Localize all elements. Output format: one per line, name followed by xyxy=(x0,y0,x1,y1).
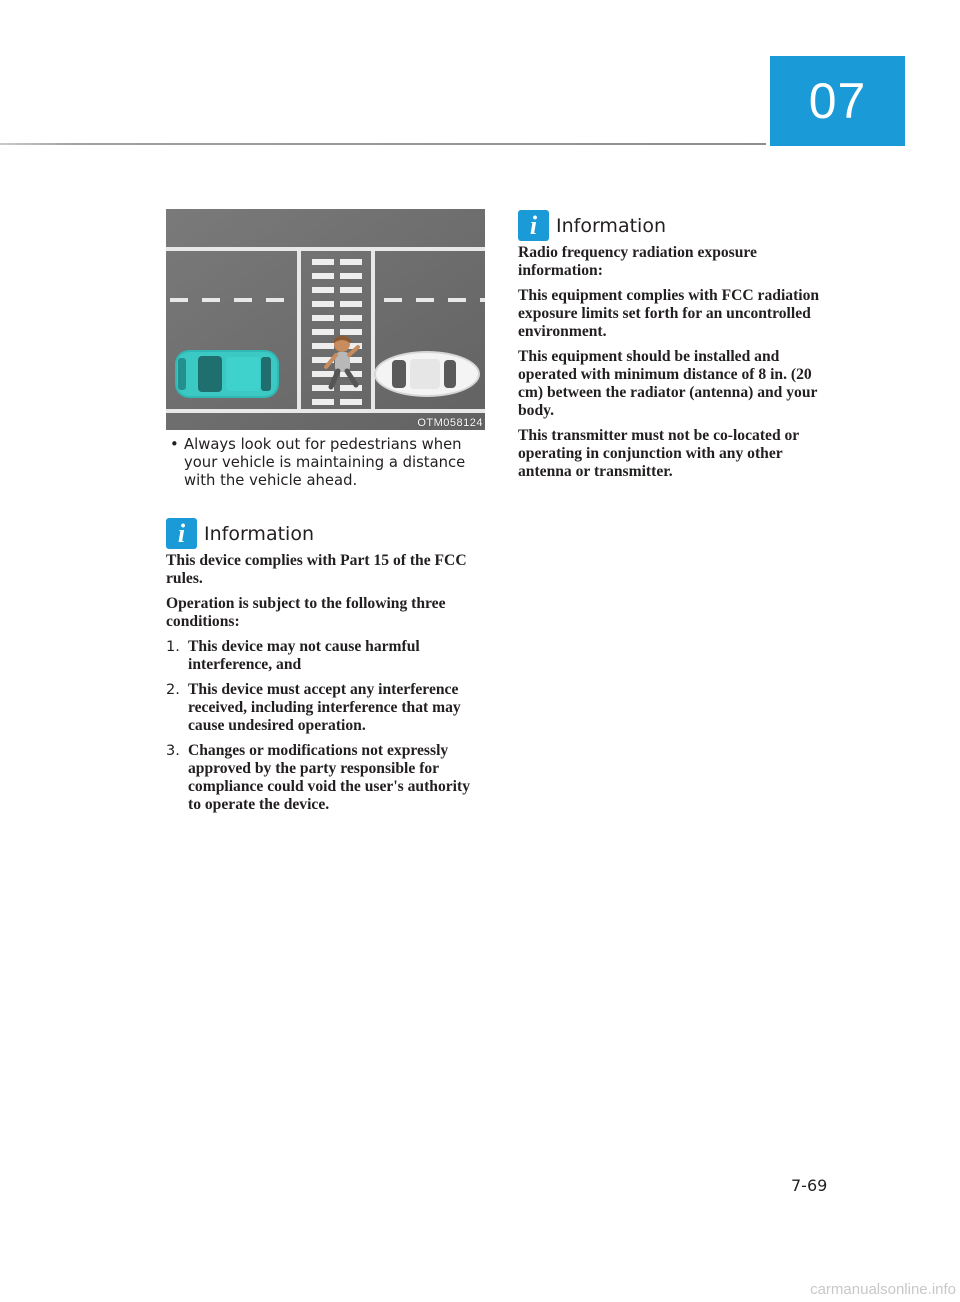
watermark: carmanualsonline.info xyxy=(810,1281,956,1298)
info-paragraph: Operation is subject to the following three conditions: xyxy=(166,595,446,630)
info-paragraph: This equipment complies with FCC radiation exposure limits set forth for an uncontrolled environment. xyxy=(518,287,820,340)
info-paragraph: This device complies with Part 15 of the FCC rules. xyxy=(166,552,467,587)
info-title: Information xyxy=(204,522,314,545)
list-text: Changes or modifications not expressly approved by the party responsible for compliance could void the user's authority to operate the device. xyxy=(188,742,470,813)
conditions-list xyxy=(166,638,486,814)
header-rule xyxy=(0,143,766,145)
road-scene-graphic xyxy=(166,209,485,430)
info-heading-left xyxy=(166,518,314,549)
list-text: This device may not cause harmful interference, and xyxy=(188,638,420,673)
figure-code: OTM058124 xyxy=(417,417,483,429)
info-paragraph: This transmitter must not be co-located or operating in conjunction with any other antenna or transmitter. xyxy=(518,427,799,480)
pedestrian-crossing-illustration xyxy=(166,209,485,430)
list-item xyxy=(166,742,486,814)
info-heading-right xyxy=(518,210,666,241)
info-title: Information xyxy=(556,214,666,237)
bullet-text: Always look out for pedestrians when your vehicle is maintaining a distance with the vehicle ahead. xyxy=(184,436,466,489)
list-item xyxy=(166,681,486,735)
page-number: 7-69 xyxy=(791,1176,828,1195)
list-number: 2. xyxy=(166,682,180,698)
bullet-dot: • xyxy=(170,436,179,453)
info-icon: i xyxy=(166,518,197,549)
list-text: This device must accept any interference received, including interference that may cause undesired operation. xyxy=(188,681,461,734)
info-body-right xyxy=(518,244,840,488)
pedestrian-warning-bullet xyxy=(170,436,484,490)
info-paragraph: This equipment should be installed and operated with minimum distance of 8 in. (20 cm) between the radiator (antenna) and your body. xyxy=(518,348,818,419)
info-paragraph: Radio frequency radiation exposure information: xyxy=(518,244,757,279)
info-icon: i xyxy=(518,210,549,241)
chapter-tab: 07 xyxy=(770,56,905,146)
list-number: 1. xyxy=(166,639,180,655)
list-number: 3. xyxy=(166,743,180,759)
list-item xyxy=(166,638,486,674)
info-body-left xyxy=(166,552,486,821)
